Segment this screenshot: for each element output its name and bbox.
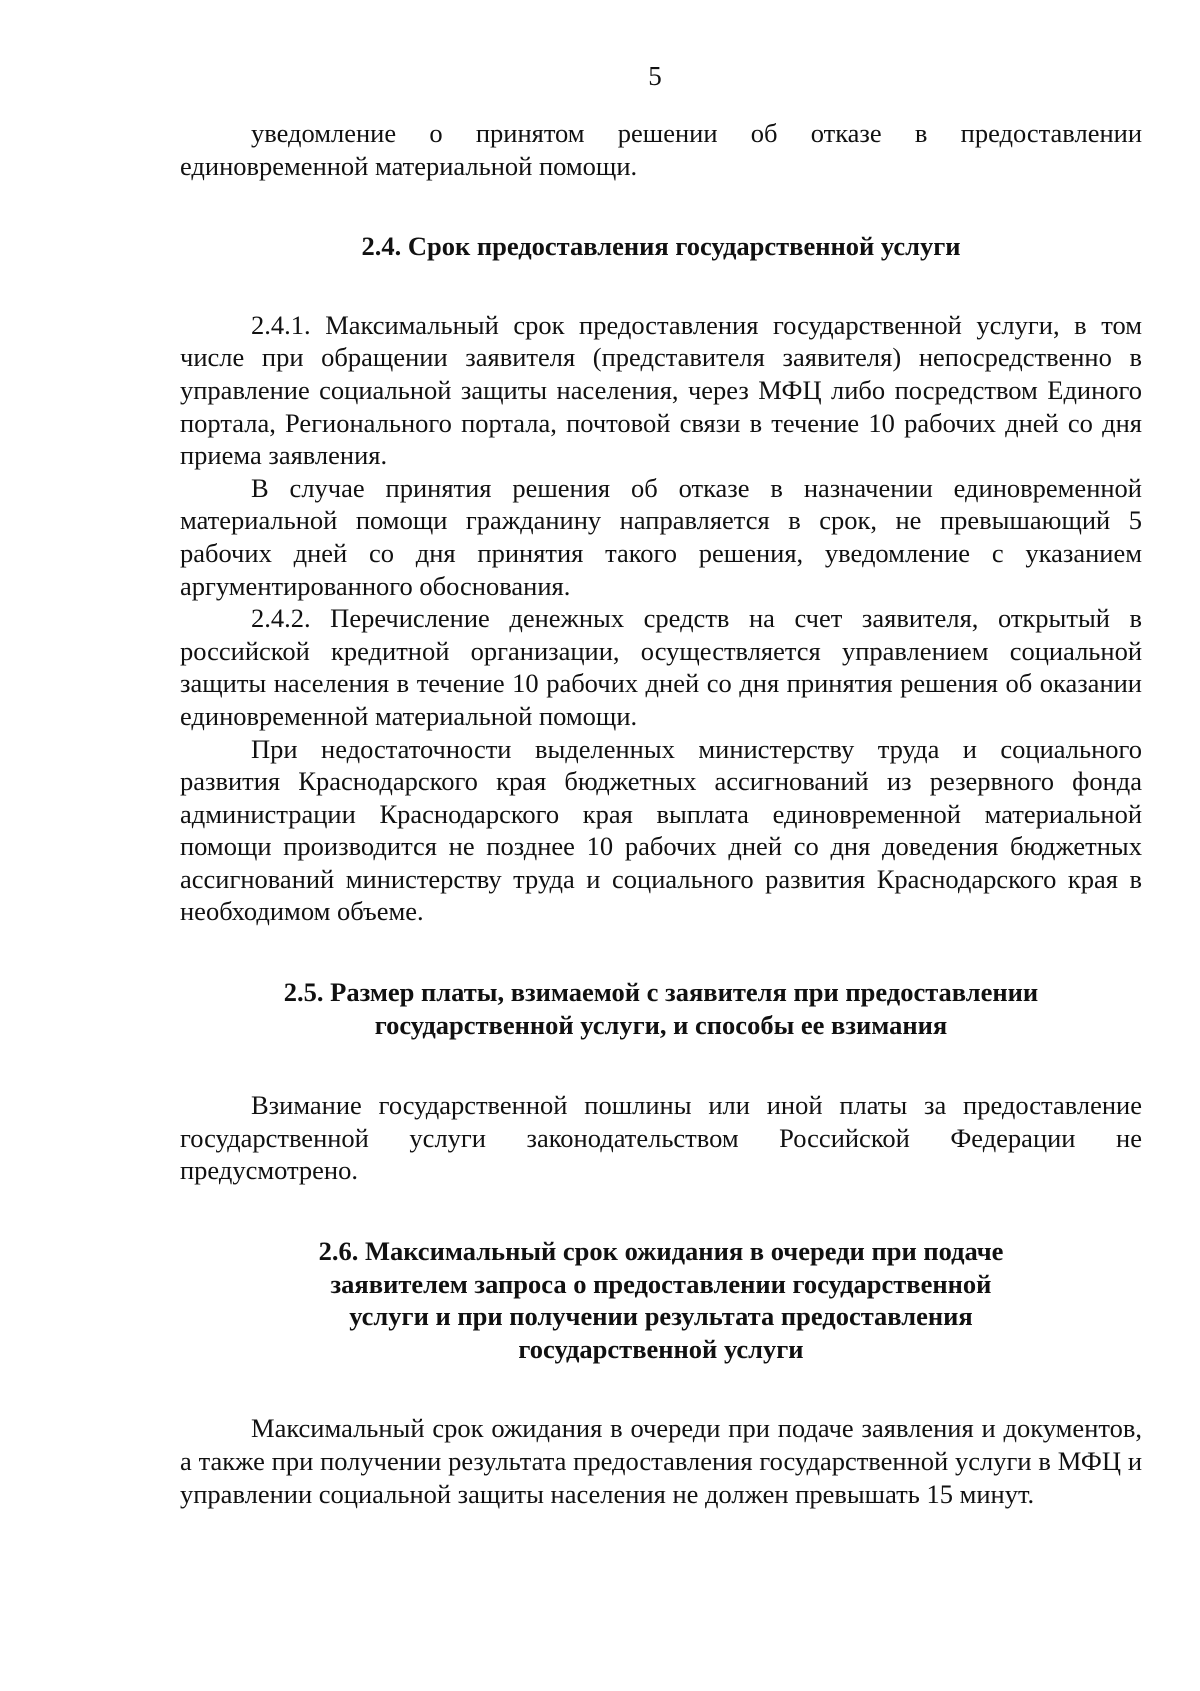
section-2-6-heading-line-4: государственной услуги — [518, 1333, 804, 1364]
section-2-5-paragraph: Взимание государственной пошлины или иной платы за предоставление государственной услуги законодательством Российской Федерации не предусмотрено. — [180, 1090, 1142, 1186]
section-2-4-paragraph-3: 2.4.2. Перечисление денежных средств на счет заявителя, открытый в российской кредитной организации, осуществляется управлением социальной защиты населения в течение 10 рабочих дней со дня принятия решения об оказании единовременной материальной помощи. — [180, 603, 1142, 731]
section-2-4-paragraph-2: В случае принятия решения об отказе в назначении единовременной материальной помощи гражданину направляется в срок, не превышающий 5 рабочих дней со дня принятия такого решения, уведомление с указанием аргументированного обоснования. — [180, 472, 1142, 601]
section-2-6-heading-line-1: 2.6. Максимальный срок ожидания в очереди при подаче — [318, 1236, 1004, 1267]
section-2-6-heading-line-3: услуги и при получении результата предоставления — [349, 1301, 973, 1332]
section-2-4-paragraph-4: При недостаточности выделенных министерству труда и социального развития Краснодарского края бюджетных ассигнований из резервного фонда администрации Краснодарского края выплата единовременной материальной помощи производится не позднее 10 рабочих дней со дня доведения бюджетных ассигнований министерству труда и социального развития Краснодарского края в необходимом объеме. — [180, 733, 1142, 927]
intro-paragraph: уведомление о принятом решении об отказе в предоставлении единовременной материальной помощи. — [180, 118, 1142, 181]
page-number: 5 — [648, 61, 662, 91]
section-2-6-paragraph: Максимальный срок ожидания в очереди при подаче заявления и документов, а также при получении результата предоставления государственной услуги в МФЦ и управлении социальной защиты населения не должен превышать 15 минут. — [180, 1413, 1142, 1509]
section-2-6-heading — [180, 1235, 1142, 1365]
section-2-5-heading-line-2: государственной услуги, и способы ее взимания — [374, 1009, 948, 1040]
section-2-4-body — [180, 309, 1142, 928]
section-2-6-heading-line-2: заявителем запроса о предоставлении государственной — [330, 1268, 992, 1299]
section-2-4-paragraph-1: 2.4.1. Максимальный срок предоставления государственной услуги, в том числе при обращении заявителя (представителя заявителя) непосредственно в управление социальной защиты населения, через МФЦ либо посредством Единого портала, Регионального портала, почтовой связи в течение 10 рабочих дней со дня приема заявления. — [180, 309, 1142, 471]
section-2-5-heading-line-1: 2.5. Размер платы, взимаемой с заявителя при предоставлении — [283, 977, 1039, 1008]
document-body — [180, 117, 1142, 1510]
section-2-5-heading — [180, 976, 1142, 1041]
section-2-4-heading: 2.4. Срок предоставления государственной услуги — [361, 231, 961, 262]
